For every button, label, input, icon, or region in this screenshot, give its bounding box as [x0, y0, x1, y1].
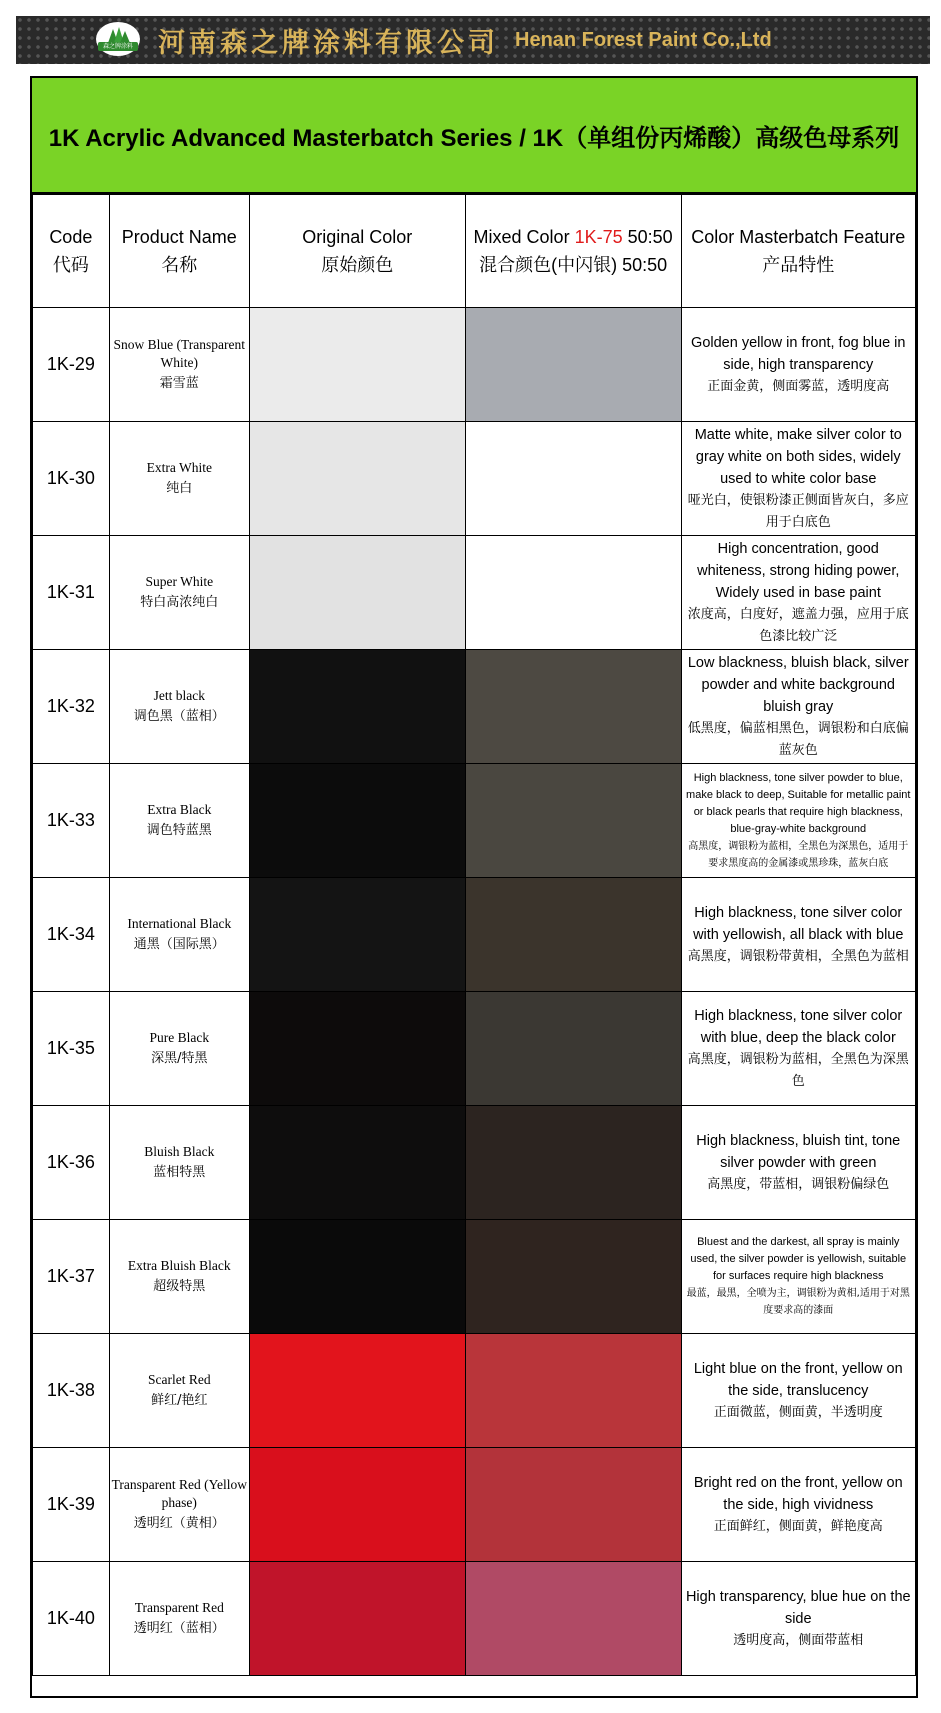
- mixed-color-cell: [465, 422, 681, 536]
- table-row: [33, 1562, 916, 1676]
- mixed-color-swatch: [466, 1334, 681, 1447]
- header-feature: Color Masterbatch Feature 产品特性: [681, 195, 915, 308]
- original-color-cell: [249, 1106, 465, 1220]
- product-name-cn: 通黑（国际黑）: [133, 937, 225, 952]
- product-name-cn: 蓝相特黑: [153, 1165, 206, 1180]
- feature-cn: 高黑度，调银粉带黄相，全黑色为蓝相: [687, 948, 909, 964]
- product-name: [109, 308, 249, 422]
- product-name: [109, 1562, 249, 1676]
- mixed-color-swatch: [466, 1562, 681, 1675]
- logo-text: 森之牌涂料: [98, 42, 138, 51]
- feature-cn: 正面金黄，侧面雾蓝，透明度高: [707, 378, 890, 394]
- product-name-en: Transparent Red: [134, 1600, 224, 1615]
- product-code: 1K-31: [33, 536, 110, 650]
- original-color-swatch: [250, 536, 465, 649]
- product-code: 1K-38: [33, 1334, 110, 1448]
- product-name-cn: 透明红（蓝相）: [133, 1621, 225, 1636]
- feature-cell: [681, 764, 915, 878]
- feature-cell: [681, 1448, 915, 1562]
- original-color-cell: [249, 1220, 465, 1334]
- header-mixed-color: Mixed Color 1K-75 50:50 混合颜色(中闪银) 50:50: [465, 195, 681, 308]
- product-code: 1K-36: [33, 1106, 110, 1220]
- feature-cell: [681, 422, 915, 536]
- feature-cn: 高黑度，调银粉为蓝相，全黑色为深黑色: [687, 1051, 909, 1089]
- feature-cn: 浓度高，白度好，遮盖力强，应用于底色漆比较广泛: [687, 606, 909, 644]
- product-name: [109, 764, 249, 878]
- mixed-color-cell: [465, 308, 681, 422]
- feature-cell: [681, 308, 915, 422]
- product-name-cn: 特白高浓纯白: [140, 595, 219, 610]
- product-code: 1K-40: [33, 1562, 110, 1676]
- product-name-en: Super White: [145, 574, 214, 589]
- feature-en: High blackness, tone silver color with yellowish, all black with blue: [693, 904, 904, 943]
- table-row: [33, 764, 916, 878]
- product-name: [109, 1448, 249, 1562]
- feature-en: High transparency, blue hue on the side: [685, 1588, 911, 1627]
- product-name-en: Extra Black: [147, 802, 212, 817]
- feature-en: Matte white, make silver color to gray white on both sides, widely used to white color base: [694, 426, 902, 487]
- original-color-swatch: [250, 422, 465, 535]
- feature-en: High blackness, bluish tint, tone silver powder with green: [696, 1132, 901, 1171]
- product-code: 1K-32: [33, 650, 110, 764]
- original-color-swatch: [250, 878, 465, 991]
- original-color-cell: [249, 764, 465, 878]
- feature-en: Bluest and the darkest, all spray is mainly used, the silver powder is yellowish, suitable for surfaces require high blackness: [690, 1236, 907, 1282]
- original-color-cell: [249, 422, 465, 536]
- feature-cn: 正面鲜红，侧面黄，鲜艳度高: [713, 1518, 883, 1534]
- feature-cn: 最蓝，最黑，全喷为主，调银粉为黄相,适用于对黑度要求高的漆面: [686, 1288, 910, 1316]
- table-row: [33, 650, 916, 764]
- product-name-en: Snow Blue (Transparent White): [113, 337, 246, 370]
- product-name-en: Scarlet Red: [147, 1372, 211, 1387]
- mixed-color-swatch: [466, 764, 681, 877]
- original-color-swatch: [250, 1448, 465, 1561]
- mixed-color-cell: [465, 764, 681, 878]
- mixed-color-swatch: [466, 422, 681, 535]
- product-name-en: International Black: [127, 916, 232, 931]
- product-code: 1K-29: [33, 308, 110, 422]
- mixed-color-swatch: [466, 1448, 681, 1561]
- table-row: [33, 1106, 916, 1220]
- product-name-en: Bluish Black: [144, 1144, 215, 1159]
- product-sheet: [30, 76, 918, 1698]
- product-name: [109, 1334, 249, 1448]
- feature-cn: 透明度高，侧面带蓝相: [733, 1632, 864, 1648]
- mixed-color-cell: [465, 878, 681, 992]
- product-name-en: Pure Black: [149, 1030, 210, 1045]
- mixed-color-swatch: [466, 992, 681, 1105]
- feature-en: High concentration, good whiteness, strong hiding power, Widely used in base paint: [697, 540, 900, 601]
- feature-cn: 高黑度，带蓝相，调银粉偏绿色: [707, 1176, 890, 1192]
- company-logo: [92, 22, 144, 58]
- original-color-cell: [249, 1448, 465, 1562]
- original-color-cell: [249, 536, 465, 650]
- original-color-swatch: [250, 1562, 465, 1675]
- product-name-cn: 纯白: [166, 481, 193, 496]
- feature-en: High blackness, tone silver powder to blue, make black to deep, Suitable for metallic paint or black pearls that require high blackness, blue-gray-white background: [686, 771, 911, 835]
- original-color-swatch: [250, 764, 465, 877]
- table-row: [33, 422, 916, 536]
- mixed-color-swatch: [466, 1106, 681, 1219]
- feature-cell: [681, 992, 915, 1106]
- feature-en: Light blue on the front, yellow on the side, translucency: [693, 1360, 903, 1399]
- product-code: 1K-39: [33, 1448, 110, 1562]
- company-banner: [16, 16, 930, 64]
- header-row: [33, 195, 916, 308]
- original-color-cell: [249, 308, 465, 422]
- original-color-swatch: [250, 1334, 465, 1447]
- feature-cn: 哑光白，使银粉漆正侧面皆灰白，多应用于白底色: [687, 492, 909, 530]
- original-color-cell: [249, 1334, 465, 1448]
- mixed-color-cell: [465, 992, 681, 1106]
- product-name-cn: 超级特黑: [153, 1279, 206, 1294]
- table-row: [33, 308, 916, 422]
- mixed-color-cell: [465, 1448, 681, 1562]
- company-name-cn: 河南森之牌涂料有限公司: [158, 27, 499, 59]
- original-color-cell: [249, 650, 465, 764]
- product-table: [32, 194, 916, 1676]
- header-code: Code 代码: [33, 195, 110, 308]
- mixed-color-cell: [465, 1220, 681, 1334]
- header-original-color: Original Color 原始颜色: [249, 195, 465, 308]
- product-name-cn: 透明红（黄相）: [133, 1516, 225, 1531]
- product-name: [109, 1106, 249, 1220]
- feature-en: Low blackness, bluish black, silver powder and white background bluish gray: [687, 654, 909, 715]
- original-color-swatch: [250, 1220, 465, 1333]
- table-row: [33, 1448, 916, 1562]
- product-code: 1K-37: [33, 1220, 110, 1334]
- product-code: 1K-35: [33, 992, 110, 1106]
- product-code: 1K-34: [33, 878, 110, 992]
- mixed-color-cell: [465, 536, 681, 650]
- table-row: [33, 1220, 916, 1334]
- feature-cell: [681, 536, 915, 650]
- original-color-swatch: [250, 650, 465, 763]
- feature-cn: 低黑度，偏蓝相黑色，调银粉和白底偏蓝灰色: [687, 720, 909, 758]
- mixed-color-swatch: [466, 536, 681, 649]
- original-color-swatch: [250, 1106, 465, 1219]
- mixed-color-swatch: [466, 1220, 681, 1333]
- feature-cn: 正面微蓝，侧面黄，半透明度: [713, 1404, 883, 1420]
- mixed-color-cell: [465, 1562, 681, 1676]
- original-color-swatch: [250, 992, 465, 1105]
- mixed-color-swatch: [466, 878, 681, 991]
- feature-en: High blackness, tone silver color with blue, deep the black color: [694, 1007, 903, 1046]
- mixed-color-swatch: [466, 308, 681, 421]
- product-name: [109, 650, 249, 764]
- feature-cell: [681, 650, 915, 764]
- mixed-color-cell: [465, 1334, 681, 1448]
- feature-en: Bright red on the front, yellow on the side, high vividness: [693, 1474, 903, 1513]
- company-name-en: Henan Forest Paint Co.,Ltd: [515, 28, 772, 51]
- feature-cn: 高黑度，调银粉为蓝相，全黑色为深黑色，适用于要求黑度高的金属漆或黑珍珠，蓝灰白底: [688, 840, 909, 869]
- mixed-color-swatch: [466, 650, 681, 763]
- page-title: 1K Acrylic Advanced Masterbatch Series / 1K（单组份丙烯酸）高级色母系列: [32, 78, 916, 194]
- product-name: [109, 422, 249, 536]
- table-row: [33, 992, 916, 1106]
- original-color-cell: [249, 878, 465, 992]
- product-name-en: Extra White: [146, 460, 212, 475]
- product-name-cn: 深黑/特黑: [151, 1051, 208, 1066]
- feature-en: Golden yellow in front, fog blue in side, high transparency: [691, 334, 906, 373]
- feature-cell: [681, 1220, 915, 1334]
- mixed-color-cell: [465, 1106, 681, 1220]
- original-color-cell: [249, 992, 465, 1106]
- product-name: [109, 878, 249, 992]
- product-name-en: Jett black: [153, 688, 205, 703]
- header-product-name: Product Name 名称: [109, 195, 249, 308]
- product-code: 1K-30: [33, 422, 110, 536]
- product-name: [109, 536, 249, 650]
- product-name-en: Transparent Red (Yellow phase): [111, 1477, 247, 1510]
- feature-cell: [681, 1562, 915, 1676]
- table-row: [33, 878, 916, 992]
- product-name-cn: 霜雪蓝: [159, 376, 199, 391]
- table-row: [33, 1334, 916, 1448]
- original-color-cell: [249, 1562, 465, 1676]
- feature-cell: [681, 878, 915, 992]
- feature-cell: [681, 1334, 915, 1448]
- mixed-color-cell: [465, 650, 681, 764]
- table-row: [33, 536, 916, 650]
- product-name: [109, 1220, 249, 1334]
- product-name: [109, 992, 249, 1106]
- product-name-en: Extra Bluish Black: [127, 1258, 231, 1273]
- product-name-cn: 鲜红/艳红: [151, 1393, 208, 1408]
- feature-cell: [681, 1106, 915, 1220]
- original-color-swatch: [250, 308, 465, 421]
- product-name-cn: 调色黑（蓝相）: [133, 709, 225, 724]
- product-code: 1K-33: [33, 764, 110, 878]
- product-name-cn: 调色特蓝黑: [146, 823, 212, 838]
